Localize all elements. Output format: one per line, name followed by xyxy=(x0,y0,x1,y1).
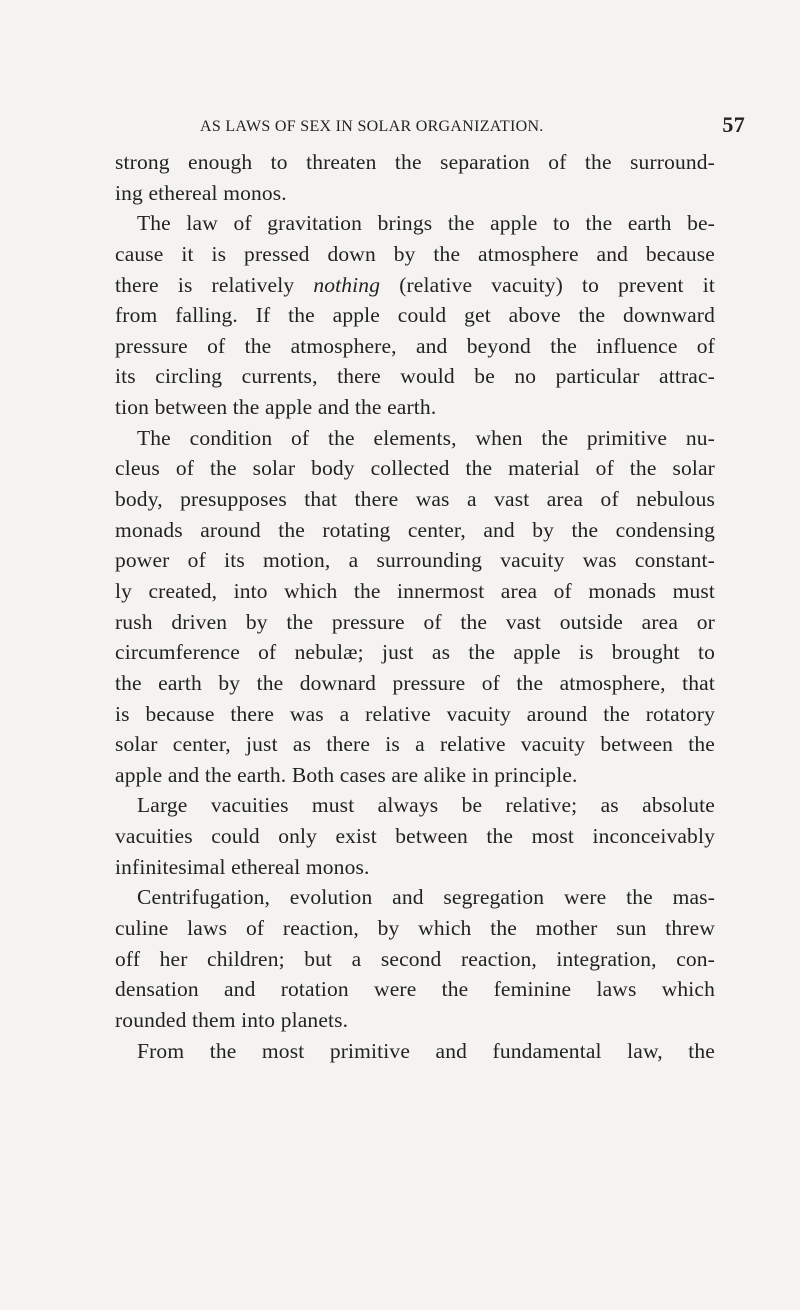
text-line: pressure of the atmosphere, and beyond the influence of xyxy=(115,333,715,358)
text-line: off her children; but a second reaction, integration, con- xyxy=(115,946,715,971)
text-fragment: there is relatively xyxy=(115,272,314,297)
page-number: 57 xyxy=(722,112,745,137)
text-line: circumference of nebulæ; just as the apple is brought to xyxy=(115,640,715,665)
text-line: strong enough to threaten the separation of the surround- xyxy=(115,150,715,174)
body-text xyxy=(115,147,715,1066)
text-line: culine laws of reaction, by which the mother sun threw xyxy=(115,916,715,941)
text-line: solar center, just as there is a relative vacuity between the xyxy=(115,732,715,757)
text-line: its circling currents, there would be no particular attrac- xyxy=(115,364,715,389)
text-line: vacuities could only exist between the most inconceivably xyxy=(115,824,715,849)
text-line: monads around the rotating center, and by the condensing xyxy=(115,517,715,542)
text-line: Large vacuities must always be relative; as absolute xyxy=(137,793,715,818)
emphasis-word: nothing xyxy=(313,272,381,297)
text-line: The law of gravitation brings the apple to the earth be- xyxy=(137,211,715,236)
running-title: AS LAWS OF SEX IN SOLAR ORGANIZATION. xyxy=(200,118,544,135)
text-line: densation and rotation were the feminine laws which xyxy=(115,977,715,1002)
text-line: infinitesimal ethereal monos. xyxy=(115,854,370,879)
text-line: Centrifugation, evolution and segregation were the mas- xyxy=(137,885,715,910)
text-line xyxy=(115,270,715,301)
running-head xyxy=(200,112,745,142)
text-line: is because there was a relative vacuity around the rotatory xyxy=(115,701,715,726)
text-line: ly created, into which the innermost area of monads must xyxy=(115,578,715,603)
text-fragment: (relative vacuity) to prevent it xyxy=(380,272,715,297)
text-line: body, presupposes that there was a vast area of nebulous xyxy=(115,487,715,512)
text-line: cleus of the solar body collected the material of the solar xyxy=(115,456,715,481)
text-line: rush driven by the pressure of the vast outside area or xyxy=(115,609,715,634)
text-line: apple and the earth. Both cases are alike in principle. xyxy=(115,762,578,787)
text-line: cause it is pressed down by the atmosphere and because xyxy=(115,241,715,266)
text-line: From the most primitive and fundamental law, the xyxy=(137,1038,715,1063)
text-line: rounded them into planets. xyxy=(115,1007,349,1032)
text-line: the earth by the downard pressure of the atmosphere, that xyxy=(115,670,715,695)
text-line: The condition of the elements, when the primitive nu- xyxy=(137,425,715,450)
text-line: ing ethereal monos. xyxy=(115,180,287,205)
text-line: from falling. If the apple could get above the downward xyxy=(115,303,715,328)
text-line: tion between the apple and the earth. xyxy=(115,395,437,420)
text-line: power of its motion, a surrounding vacuity was constant- xyxy=(115,548,715,573)
